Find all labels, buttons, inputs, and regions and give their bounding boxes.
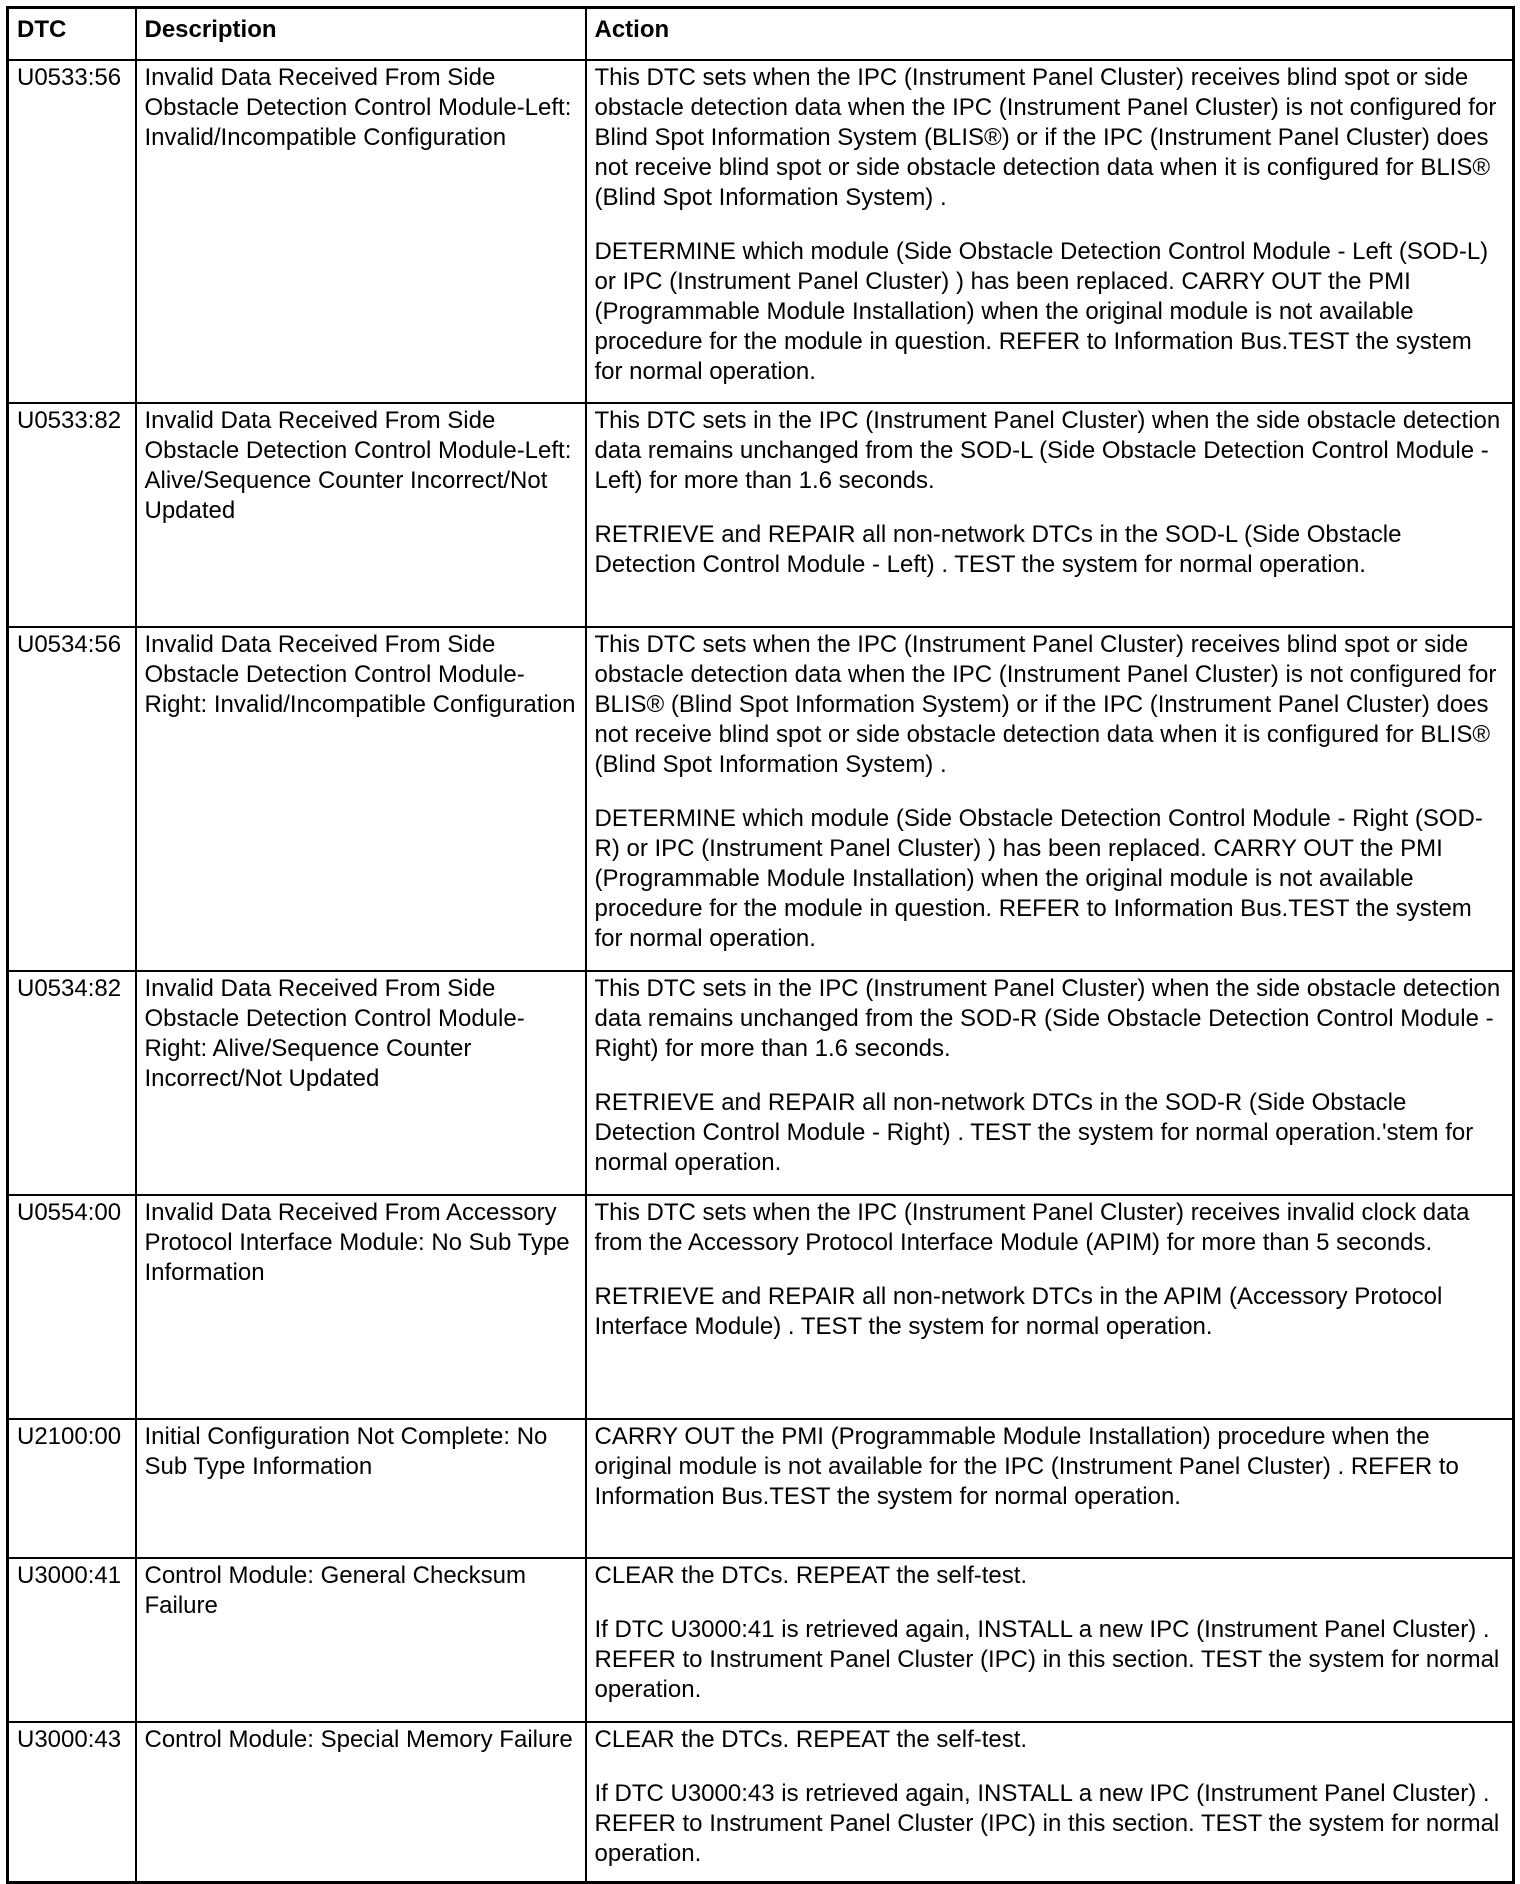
dtc-code: U3000:41 (8, 1558, 136, 1722)
action-paragraph: This DTC sets when the IPC (Instrument Panel Cluster) receives invalid clock data from the Accessory Protocol Interface Module (APIM) for more than 5 seconds. (594, 1199, 1470, 1256)
action-paragraph: If DTC U3000:43 is retrieved again, INSTALL a new IPC (Instrument Panel Cluster) . REFER to Instrument Panel Cluster (IPC) in this section. TEST the system for normal operation. (594, 1780, 1500, 1867)
table-row (8, 1419, 1514, 1558)
dtc-description: Invalid Data Received From Accessory Protocol Interface Module: No Sub Type Information (136, 1195, 586, 1419)
table-row (8, 1195, 1514, 1419)
action-paragraph: RETRIEVE and REPAIR all non-network DTCs in the APIM (Accessory Protocol Interface Module) . TEST the system for normal operation. (594, 1283, 1443, 1340)
dtc-code: U0534:82 (8, 971, 136, 1195)
dtc-description: Initial Configuration Not Complete: No Sub Type Information (136, 1419, 586, 1558)
table-header-row (8, 8, 1514, 61)
table-row (8, 60, 1514, 403)
dtc-description: Invalid Data Received From Side Obstacle Detection Control Module-Left: Alive/Sequence Counter Incorrect/Not Updated (136, 403, 586, 627)
dtc-description: Invalid Data Received From Side Obstacle Detection Control Module-Left: Invalid/Incompatible Configuration (136, 60, 586, 403)
table-row (8, 1722, 1514, 1882)
dtc-description: Control Module: Special Memory Failure (136, 1722, 586, 1882)
dtc-code: U0533:56 (8, 60, 136, 403)
dtc-action (586, 1722, 1514, 1882)
action-paragraph: This DTC sets in the IPC (Instrument Panel Cluster) when the side obstacle detection data remains unchanged from the SOD-R (Side Obstacle Detection Control Module - Right) for more than 1.6 seconds. (594, 975, 1501, 1062)
action-paragraph: This DTC sets when the IPC (Instrument Panel Cluster) receives blind spot or side obstacle detection data when the IPC (Instrument Panel Cluster) is not configured for BLIS® (Blind Spot Information System) or if the IPC (Instrument Panel Cluster) does not receive blind spot or side obstacle detection data when it is configured for BLIS® (Blind Spot Information System) . (594, 631, 1497, 778)
dtc-action (586, 627, 1514, 971)
action-paragraph: DETERMINE which module (Side Obstacle Detection Control Module - Left (SOD-L) or IPC (Instrument Panel Cluster) ) has been replaced. CARRY OUT the PMI (Programmable Module Installation) when the original module is not available procedure for the module in question. REFER to Information Bus.TEST the system for normal operation. (594, 238, 1489, 385)
action-paragraph: DETERMINE which module (Side Obstacle Detection Control Module - Right (SOD-R) or IPC (Instrument Panel Cluster) ) has been replaced. CARRY OUT the PMI (Programmable Module Installation) when the original module is not available procedure for the module in question. REFER to Information Bus.TEST the system for normal operation. (594, 805, 1483, 952)
header-description: Description (136, 8, 586, 61)
dtc-action (586, 1558, 1514, 1722)
dtc-code: U0534:56 (8, 627, 136, 971)
dtc-action (586, 403, 1514, 627)
header-action: Action (586, 8, 1514, 61)
dtc-code: U0554:00 (8, 1195, 136, 1419)
action-paragraph: CARRY OUT the PMI (Programmable Module Installation) procedure when the original module is not available for the IPC (Instrument Panel Cluster) . REFER to Information Bus.TEST the system for normal operation. (594, 1423, 1459, 1510)
dtc-description: Invalid Data Received From Side Obstacle Detection Control Module-Right: Alive/Sequence Counter Incorrect/Not Updated (136, 971, 586, 1195)
dtc-action (586, 60, 1514, 403)
action-paragraph: This DTC sets when the IPC (Instrument Panel Cluster) receives blind spot or side obstacle detection data when the IPC (Instrument Panel Cluster) is not configured for Blind Spot Information System (BLIS®) or if the IPC (Instrument Panel Cluster) does not receive blind spot or side obstacle detection data when it is configured for BLIS® (Blind Spot Information System) . (594, 64, 1497, 211)
dtc-action (586, 971, 1514, 1195)
action-paragraph: This DTC sets in the IPC (Instrument Panel Cluster) when the side obstacle detection data remains unchanged from the SOD-L (Side Obstacle Detection Control Module - Left) for more than 1.6 seconds. (594, 407, 1501, 494)
dtc-code: U0533:82 (8, 403, 136, 627)
table-row (8, 627, 1514, 971)
dtc-code: U3000:43 (8, 1722, 136, 1882)
table-row (8, 1558, 1514, 1722)
table-row (8, 403, 1514, 627)
dtc-description: Control Module: General Checksum Failure (136, 1558, 586, 1722)
action-paragraph: CLEAR the DTCs. REPEAT the self-test. (594, 1726, 1028, 1753)
action-paragraph: RETRIEVE and REPAIR all non-network DTCs in the SOD-L (Side Obstacle Detection Control Module - Left) . TEST the system for normal operation. (594, 521, 1402, 578)
dtc-action (586, 1195, 1514, 1419)
dtc-code: U2100:00 (8, 1419, 136, 1558)
action-paragraph: RETRIEVE and REPAIR all non-network DTCs in the SOD-R (Side Obstacle Detection Control Module - Right) . TEST the system for normal operation.'stem for normal operation. (594, 1089, 1474, 1176)
header-dtc: DTC (8, 8, 136, 61)
dtc-table (6, 6, 1515, 1884)
dtc-description: Invalid Data Received From Side Obstacle Detection Control Module-Right: Invalid/Incompatible Configuration (136, 627, 586, 971)
table-row (8, 971, 1514, 1195)
action-paragraph: If DTC U3000:41 is retrieved again, INSTALL a new IPC (Instrument Panel Cluster) . REFER to Instrument Panel Cluster (IPC) in this section. TEST the system for normal operation. (594, 1616, 1500, 1703)
action-paragraph: CLEAR the DTCs. REPEAT the self-test. (594, 1562, 1028, 1589)
dtc-action (586, 1419, 1514, 1558)
